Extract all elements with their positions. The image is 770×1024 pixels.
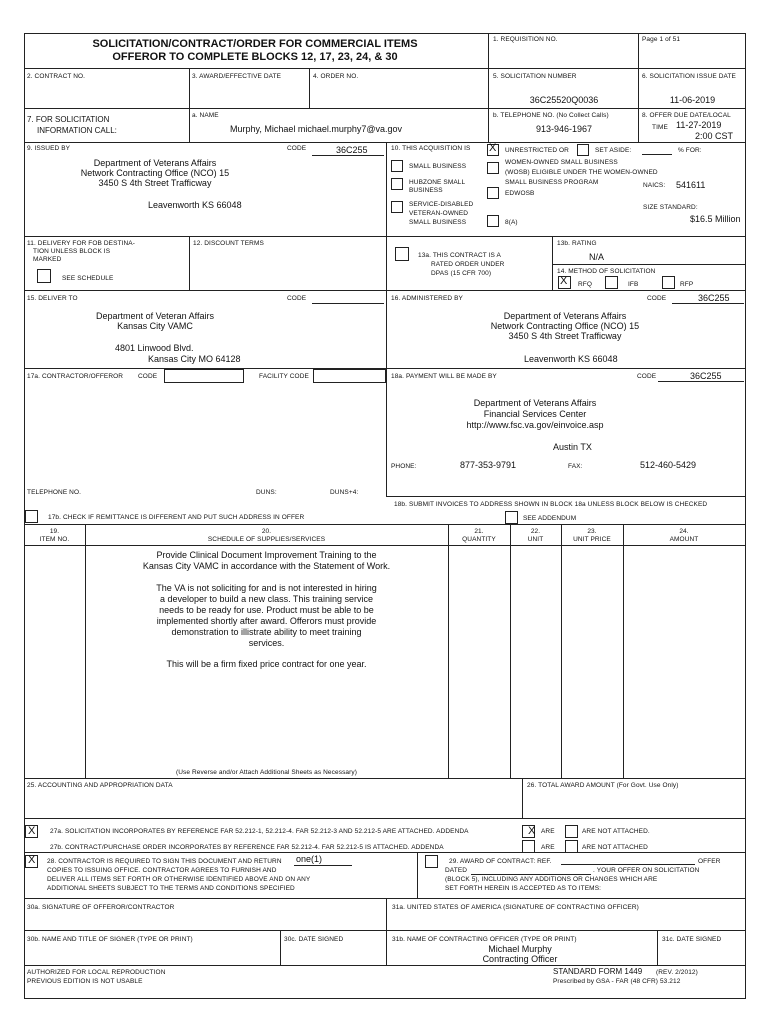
issued-by-line1: Department of Veterans Affairs	[93, 158, 217, 168]
administered-by-line4: Leavenworth KS 66048	[524, 354, 618, 364]
clause-27a-check-mark: X	[28, 825, 36, 837]
discount-terms-label: 12. DISCOUNT TERMS	[193, 240, 264, 247]
facility-code-label: FACILITY CODE	[259, 373, 309, 380]
administered-by-line3: 3450 S 4th Street Trafficway	[508, 331, 622, 341]
acquisition-label: 10. THIS ACQUISITION IS	[391, 145, 471, 152]
footer-reproduction: AUTHORIZED FOR LOCAL REPRODUCTION	[27, 969, 166, 976]
phone-label: b. TELEPHONE NO. (No Collect Calls)	[493, 112, 609, 119]
hubzone-label-2: BUSINESS	[409, 187, 443, 194]
solicitation-no-label: 5. SOLICITATION NUMBER	[493, 73, 577, 80]
contract-no-label: 2. CONTRACT NO.	[27, 73, 86, 80]
form-title-line2: OFFEROR TO COMPLETE BLOCKS 12, 17, 23, 24, & 30	[112, 51, 398, 63]
clause-27b-are-not: ARE NOT ATTACHED	[582, 844, 648, 851]
see-addendum-label: SEE ADDENDUM	[523, 515, 577, 522]
col-schedule-num: 20.	[261, 528, 272, 535]
wosb-label-1: WOMEN-OWNED SMALL BUSINESS	[505, 159, 618, 166]
wosb-checkbox[interactable]	[487, 162, 499, 174]
schedule-p2-line3: needs to be ready for use. Product must be able to be	[159, 605, 374, 615]
payment-fax: 512-460-5429	[640, 460, 697, 470]
payment-line4: Austin TX	[553, 442, 592, 452]
set-aside-label: SET ASIDE:	[595, 147, 632, 154]
sdvosb-label-2: VETERAN-OWNED	[409, 210, 469, 217]
issued-by-label: 9. ISSUED BY	[27, 145, 71, 152]
rfp-checkbox[interactable]	[662, 276, 675, 289]
contact-name: Murphy, Michael michael.murphy7@va.gov	[230, 124, 403, 134]
solicitation-method-label: 14. METHOD OF SOLICITATION	[557, 268, 656, 275]
set-aside-checkbox[interactable]	[577, 144, 589, 156]
clause-27a-text: 27a. SOLICITATION INCORPORATES BY REFERENCE FAR 52.212-1, 52.212-4. FAR 52.212-3 AND 52.212-5 ARE ATTACHED. ADDENDA	[50, 828, 469, 835]
clause-29-line3: (BLOCK 5), INCLUDING ANY ADDITIONS OR CHANGES WHICH ARE	[445, 876, 658, 883]
see-schedule-label: SEE SCHEDULE	[62, 275, 114, 282]
schedule-p1-line1: Provide Clinical Document Improvement Training to the	[156, 550, 377, 560]
sdvosb-label-3: SMALL BUSINESS	[409, 219, 467, 226]
schedule-p2-line4: implemented shortly after award. Offerors must provide	[156, 616, 377, 626]
rated-order-checkbox[interactable]	[395, 247, 409, 261]
administered-by-code: 36C255	[698, 293, 730, 303]
clause-28-line2: COPIES TO ISSUING OFFICE. CONTRACTOR AGREES TO FURNISH AND	[47, 867, 277, 874]
form-title-line1: SOLICITATION/CONTRACT/ORDER FOR COMMERCIAL ITEMS	[92, 38, 418, 50]
hubzone-label-1: HUBZONE SMALL	[409, 179, 466, 186]
eight-a-label: 8(A)	[505, 219, 518, 226]
clause-27b-are: ARE	[541, 844, 555, 851]
date-signed-30c-label: 30c. DATE SIGNED	[284, 936, 344, 943]
deliver-to-line4: Kansas City MO 64128	[148, 354, 241, 364]
col-schedule: SCHEDULE OF SUPPLIES/SERVICES	[207, 536, 326, 543]
unrestricted-label: UNRESTRICTED OR	[505, 147, 569, 154]
total-award-label: 26. TOTAL AWARD AMOUNT (For Govt. Use Only)	[527, 782, 679, 789]
signature-offeror-label: 30a. SIGNATURE OF OFFEROR/CONTRACTOR	[27, 904, 175, 911]
see-addendum-checkbox[interactable]	[505, 511, 518, 524]
footer-revision: (REV. 2/2012)	[656, 969, 698, 976]
payment-code: 36C255	[690, 371, 722, 381]
deliver-to-line2: Kansas City VAMC	[117, 321, 193, 331]
clause-28-line3: DELIVER ALL ITEMS SET FORTH OR OTHERWISE IDENTIFIED ABOVE AND ON ANY	[47, 876, 311, 883]
facility-code-field[interactable]	[313, 369, 386, 383]
contractor-telephone-label: TELEPHONE NO.	[27, 489, 82, 496]
clause-27b-text: 27b. CONTRACT/PURCHASE ORDER INCORPORATES BY REFERENCE FAR 52.212-4. FAR 52.212-5 IS ATTACHED. ADDENDA	[50, 844, 444, 851]
clause-27a-are-not-checkbox[interactable]	[565, 825, 578, 838]
issued-by-line3: 3450 S 4th Street Trafficway	[98, 178, 212, 188]
info-call-label-2: INFORMATION CALL:	[37, 126, 117, 135]
submit-invoices-label: 18b. SUBMIT INVOICES TO ADDRESS SHOWN IN BLOCK 18a UNLESS BLOCK BELOW IS CHECKED	[394, 501, 708, 508]
issued-by-code: 36C255	[336, 145, 368, 155]
payment-line3: http://www.fsc.va.gov/einvoice.asp	[466, 420, 604, 430]
officer-name-label: 31b. NAME OF CONTRACTING OFFICER (TYPE OR PRINT)	[392, 936, 577, 943]
payment-phone: 877-353-9791	[460, 460, 517, 470]
rating-label: 13b. RATING	[557, 240, 597, 247]
deliver-to-line1: Department of Veteran Affairs	[96, 311, 214, 321]
rfp-label: RFP	[680, 281, 694, 288]
col-amount-num: 24.	[679, 528, 689, 535]
sdvosb-label-1: SERVICE-DISABLED	[409, 201, 474, 208]
accounting-label: 25. ACCOUNTING AND APPROPRIATION DATA	[27, 782, 173, 789]
naics-label: NAICS:	[643, 182, 666, 189]
schedule-p1-line2: Kansas City VAMC in accordance with the Statement of Work.	[142, 561, 391, 571]
issued-by-code-label: CODE	[287, 145, 307, 152]
col-quantity-num: 21.	[474, 528, 484, 535]
contractor-label: 17a. CONTRACTOR/OFFEROR	[27, 373, 124, 380]
duns4-label: DUNS+4:	[330, 489, 359, 496]
issue-date-label: 6. SOLICITATION ISSUE DATE	[642, 73, 736, 80]
solicitation-number: 36C25520Q0036	[529, 95, 599, 105]
issued-by-line4: Leavenworth KS 66048	[148, 200, 242, 210]
administered-by-code-label: CODE	[647, 295, 667, 302]
issue-date: 11-06-2019	[669, 95, 716, 105]
info-call-label-1: 7. FOR SOLICITATION	[27, 115, 110, 124]
payment-label: 18a. PAYMENT WILL BE MADE BY	[391, 373, 497, 380]
ifb-checkbox[interactable]	[605, 276, 618, 289]
footer-previous-edition: PREVIOUS EDITION IS NOT USABLE	[27, 978, 143, 985]
hubzone-checkbox[interactable]	[391, 178, 403, 190]
issued-by-line2: Network Contracting Office (NCO) 15	[80, 168, 230, 178]
clause-29-dated: DATED	[445, 867, 468, 874]
clause-29-line2: . YOUR OFFER ON SOLICITATION	[593, 867, 700, 874]
small-business-label: SMALL BUSINESS	[409, 163, 467, 170]
payment-fax-label: FAX:	[568, 463, 583, 470]
payment-line1: Department of Veterans Affairs	[473, 398, 597, 408]
signature-officer-label: 31a. UNITED STATES OF AMERICA (SIGNATURE OF CONTRACTING OFFICER)	[392, 904, 639, 911]
rated-order-label-3: DPAS (15 CFR 700)	[431, 270, 492, 277]
percent-for-label: % FOR:	[678, 147, 702, 154]
contact-phone: 913-946-1967	[535, 124, 593, 134]
rfq-label: RFQ	[578, 281, 593, 288]
rated-order-label-1: 13a. THIS CONTRACT IS A	[418, 252, 501, 259]
sdvosb-checkbox[interactable]	[391, 201, 403, 213]
unrestricted-check-mark: X	[489, 142, 497, 154]
naics-code: 541611	[676, 180, 706, 190]
payment-phone-label: PHONE:	[391, 463, 417, 470]
rfq-check-mark: X	[560, 275, 568, 287]
clause-27a-are-check-mark: X	[528, 825, 536, 837]
ifb-label: IFB	[628, 281, 639, 288]
duns-label: DUNS:	[256, 489, 277, 496]
clause-28-copies: one(1)	[296, 854, 323, 864]
wosb-label-3: SMALL BUSINESS PROGRAM	[505, 179, 599, 186]
col-amount: AMOUNT	[669, 536, 699, 543]
officer-title: Contracting Officer	[482, 954, 558, 964]
payment-line2: Financial Services Center	[483, 409, 587, 419]
rating-value: N/A	[589, 252, 605, 262]
clause-29-checkbox[interactable]	[425, 855, 438, 868]
edwosb-checkbox[interactable]	[487, 187, 499, 199]
requisition-label: 1. REQUISITION NO.	[493, 36, 558, 43]
fob-label-3: MARKED	[33, 256, 62, 263]
date-signed-31c-label: 31c. DATE SIGNED	[662, 936, 722, 943]
offer-due-time: 2:00 CST	[695, 131, 734, 141]
clause-29-offer: OFFER	[698, 858, 721, 865]
officer-name: Michael Murphy	[488, 944, 552, 954]
time-label: TIME	[652, 124, 668, 131]
deliver-to-label: 15. DELIVER TO	[27, 295, 78, 302]
clause-28-check-mark: X	[28, 854, 36, 866]
contractor-code-field[interactable]	[164, 369, 244, 383]
clause-28-line4: ADDITIONAL SHEETS SUBJECT TO THE TERMS AND CONDITIONS SPECIFIED	[47, 885, 295, 892]
col-unit-price-num: 23.	[587, 528, 597, 535]
deliver-to-code-label: CODE	[287, 295, 307, 302]
fob-label-2: TION UNLESS BLOCK IS	[33, 248, 111, 255]
schedule-footnote: (Use Reverse and/or Attach Additional Sheets as Necessary)	[175, 769, 358, 776]
schedule-p2-line6: services.	[248, 638, 285, 648]
administered-by-label: 16. ADMINISTERED BY	[391, 295, 463, 302]
clause-27b-are-checkbox[interactable]	[522, 840, 535, 853]
col-item-no: ITEM NO.	[39, 536, 70, 543]
clause-28-line1: 28. CONTRACTOR IS REQUIRED TO SIGN THIS DOCUMENT AND RETURN	[47, 858, 282, 865]
rated-order-label-2: RATED ORDER UNDER	[431, 261, 505, 268]
offer-due-label: 8. OFFER DUE DATE/LOCAL	[642, 112, 731, 119]
schedule-p2-line5: demonstration to illistrate ability to meet training	[171, 627, 362, 637]
footer-prescribed: Prescribed by GSA - FAR (48 CFR) 53.212	[553, 978, 681, 985]
remittance-label: 17b. CHECK IF REMITTANCE IS DIFFERENT AND PUT SUCH ADDRESS IN OFFER	[48, 514, 305, 521]
edwosb-label: EDWOSB	[505, 190, 535, 197]
clause-29-line4: SET FORTH HEREIN IS ACCEPTED AS TO ITEMS:	[445, 885, 602, 892]
signer-name-label: 30b. NAME AND TITLE OF SIGNER (TYPE OR PRINT)	[27, 936, 193, 943]
schedule-p2-line2: a developer to build a new class. This training service	[160, 594, 373, 604]
wosb-label-2: (WOSB) ELIGIBLE UNDER THE WOMEN-OWNED	[505, 169, 658, 176]
col-quantity: QUANTITY	[462, 536, 496, 543]
eight-a-checkbox[interactable]	[487, 215, 499, 227]
clause-27a-are-not: ARE NOT ATTACHED.	[582, 828, 650, 835]
small-business-checkbox[interactable]	[391, 160, 403, 172]
size-standard: $16.5 Million	[690, 214, 741, 224]
clause-29-line1: 29. AWARD OF CONTRACT: REF.	[449, 858, 552, 865]
col-item-no-num: 19.	[49, 528, 60, 535]
page-number: Page 1 of 51	[642, 36, 681, 43]
offer-due-date: 11-27-2019	[676, 120, 722, 130]
deliver-to-line3: 4801 Linwood Blvd.	[115, 343, 194, 353]
schedule-p2-line1: The VA is not soliciting for and is not interested in hiring	[156, 583, 377, 593]
administered-by-line1: Department of Veterans Affairs	[503, 311, 627, 321]
order-no-label: 4. ORDER NO.	[313, 73, 359, 80]
fob-label-1: 11. DELIVERY FOR FOB DESTINA-	[27, 240, 136, 247]
payment-code-label: CODE	[637, 373, 657, 380]
contractor-code-label: CODE	[138, 373, 158, 380]
col-unit-num: 22.	[530, 528, 541, 535]
schedule-p3-line1: This will be a firm fixed price contract for one year.	[166, 659, 367, 669]
award-date-label: 3. AWARD/EFFECTIVE DATE	[192, 73, 282, 80]
name-label: a. NAME	[192, 112, 219, 119]
clause-27b-are-not-checkbox[interactable]	[565, 840, 578, 853]
clause-27a-are: ARE	[541, 828, 555, 835]
remittance-checkbox[interactable]	[25, 510, 38, 523]
col-unit-price: UNIT PRICE	[573, 536, 611, 543]
col-unit: UNIT	[527, 536, 544, 543]
administered-by-line2: Network Contracting Office (NCO) 15	[490, 321, 640, 331]
footer-form-name: STANDARD FORM 1449	[553, 967, 643, 976]
size-standard-label: SIZE STANDARD:	[643, 204, 698, 211]
see-schedule-checkbox[interactable]	[37, 269, 51, 283]
